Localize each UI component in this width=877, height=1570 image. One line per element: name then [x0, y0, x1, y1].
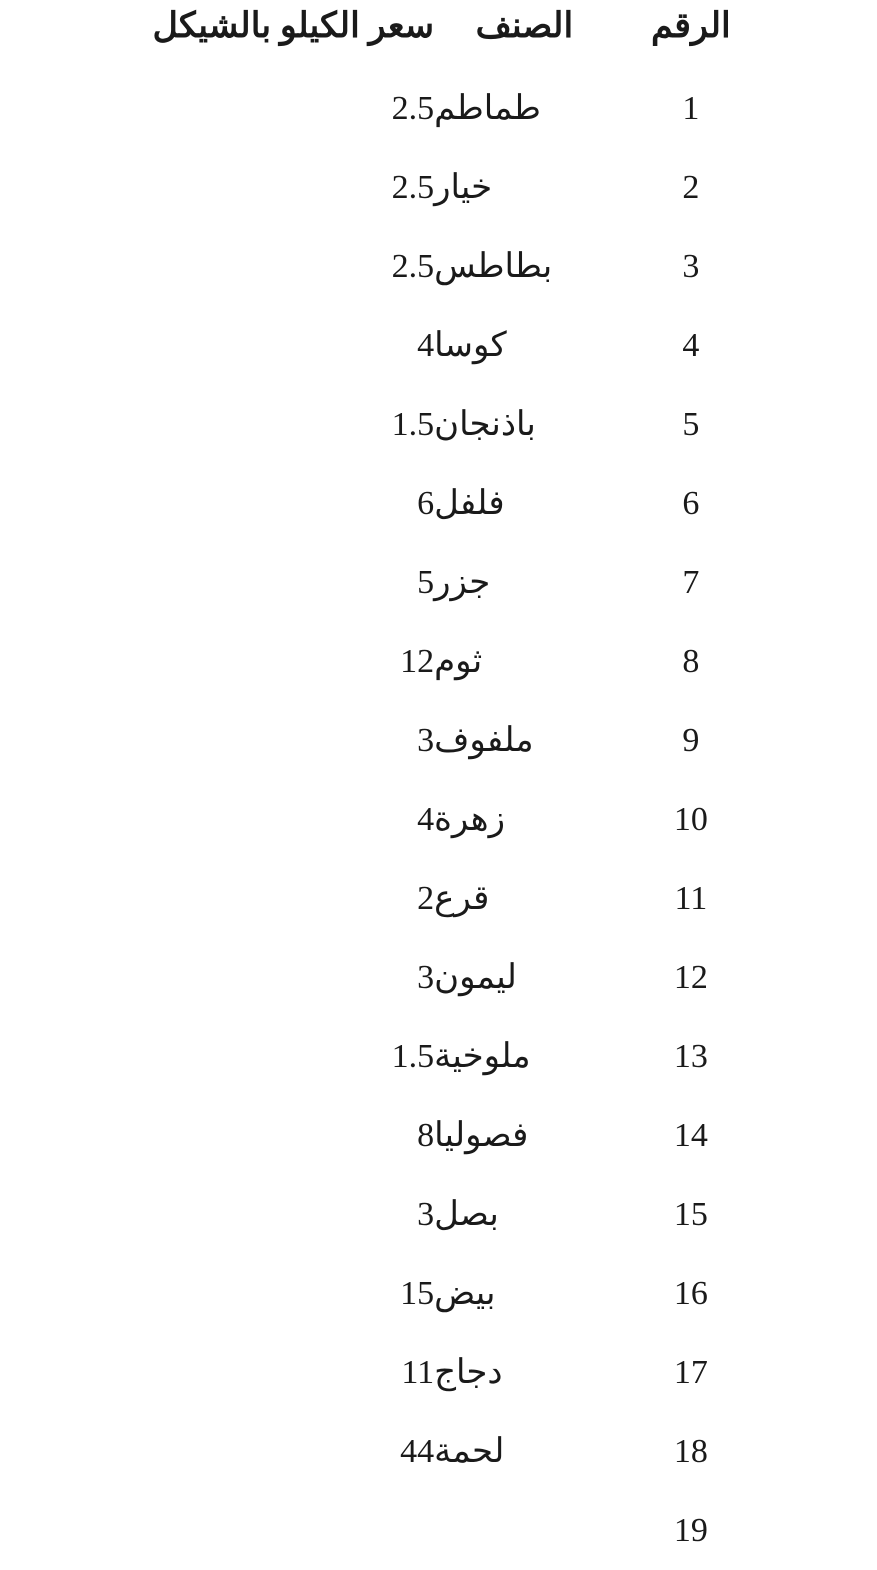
- cell-item: دجاج: [434, 1353, 503, 1391]
- cell-item: خيار: [434, 168, 493, 206]
- table-row: [47, 780, 767, 859]
- cell-item: فصوليا: [434, 1116, 529, 1154]
- column-header-number: الرقم: [651, 6, 731, 45]
- table-row: [47, 1096, 767, 1175]
- table-row: [47, 543, 767, 622]
- cell-item: ملفوف: [434, 721, 534, 759]
- cell-price: 6: [417, 484, 435, 522]
- cell-price: 4: [417, 326, 435, 364]
- cell-number: 7: [682, 563, 700, 601]
- cell-price: 1.5: [391, 405, 435, 443]
- table-row: [47, 1175, 767, 1254]
- cell-number: 1: [682, 89, 700, 127]
- cell-item: بطاطس: [434, 247, 553, 285]
- table-row: [47, 1412, 767, 1491]
- cell-item: زهرة: [434, 800, 506, 838]
- cell-number: 5: [682, 405, 700, 443]
- cell-item: كوسا: [434, 326, 507, 364]
- cell-price: 11: [401, 1353, 435, 1391]
- cell-price: 44: [400, 1432, 435, 1470]
- table-row: [47, 1333, 767, 1412]
- cell-price: 2.5: [391, 168, 435, 206]
- table-row: [47, 1017, 767, 1096]
- cell-item: جزر: [434, 563, 491, 601]
- table-row: [47, 622, 767, 701]
- cell-number: 4: [682, 326, 700, 364]
- cell-number: 2: [682, 168, 700, 206]
- cell-price: 3: [417, 958, 435, 996]
- cell-item: فلفل: [434, 484, 505, 522]
- table-row: [47, 938, 767, 1017]
- table-row: [47, 227, 767, 306]
- cell-number: 8: [682, 642, 700, 680]
- cell-number: 11: [674, 879, 708, 917]
- cell-price: 2: [417, 879, 435, 917]
- cell-number: 3: [682, 247, 700, 285]
- cell-price: [47, 1491, 434, 1570]
- table-header-row: [47, 8, 767, 69]
- cell-number: 19: [673, 1511, 708, 1549]
- cell-number: 14: [673, 1116, 708, 1154]
- cell-item: باذنجان: [434, 405, 536, 443]
- table-row: [47, 306, 767, 385]
- cell-price: 15: [400, 1274, 435, 1312]
- table-row: [47, 859, 767, 938]
- cell-item: طماطم: [434, 89, 541, 127]
- table-row: [47, 1254, 767, 1333]
- column-header-item: الصنف: [475, 6, 574, 45]
- cell-price: 2.5: [391, 89, 435, 127]
- table-row: [47, 148, 767, 227]
- cell-price: 2.5: [391, 247, 435, 285]
- column-header-price: سعر الكيلو بالشيكل: [152, 6, 435, 45]
- table-row: [47, 385, 767, 464]
- table-row: [47, 69, 767, 148]
- table-row-partial: [47, 1491, 767, 1570]
- cell-item: لحمة: [434, 1432, 505, 1470]
- cell-item: بصل: [434, 1195, 499, 1233]
- cell-number: 12: [673, 958, 708, 996]
- table-row: [47, 701, 767, 780]
- cell-item: ليمون: [434, 958, 517, 996]
- table-row: [47, 464, 767, 543]
- cell-number: 10: [673, 800, 708, 838]
- table-body: [47, 69, 767, 1570]
- cell-number: 16: [673, 1274, 708, 1312]
- cell-number: 9: [682, 721, 700, 759]
- cell-number: 15: [673, 1195, 708, 1233]
- cell-price: 12: [400, 642, 435, 680]
- cell-item: قرع: [434, 879, 490, 917]
- cell-price: 1.5: [391, 1037, 435, 1075]
- cell-number: 13: [673, 1037, 708, 1075]
- cell-item: ملوخية: [434, 1037, 531, 1075]
- cell-price: 3: [417, 1195, 435, 1233]
- cell-price: 3: [417, 721, 435, 759]
- price-table: [47, 8, 767, 1570]
- cell-price: 8: [417, 1116, 435, 1154]
- cell-item: [434, 1491, 615, 1570]
- cell-price: 4: [417, 800, 435, 838]
- cell-item: ثوم: [434, 642, 483, 680]
- cell-number: 6: [682, 484, 700, 522]
- cell-item: بيض: [434, 1274, 496, 1312]
- cell-number: 18: [673, 1432, 708, 1470]
- cell-price: 5: [417, 563, 435, 601]
- cell-number: 17: [673, 1353, 708, 1391]
- table-header: [47, 8, 767, 69]
